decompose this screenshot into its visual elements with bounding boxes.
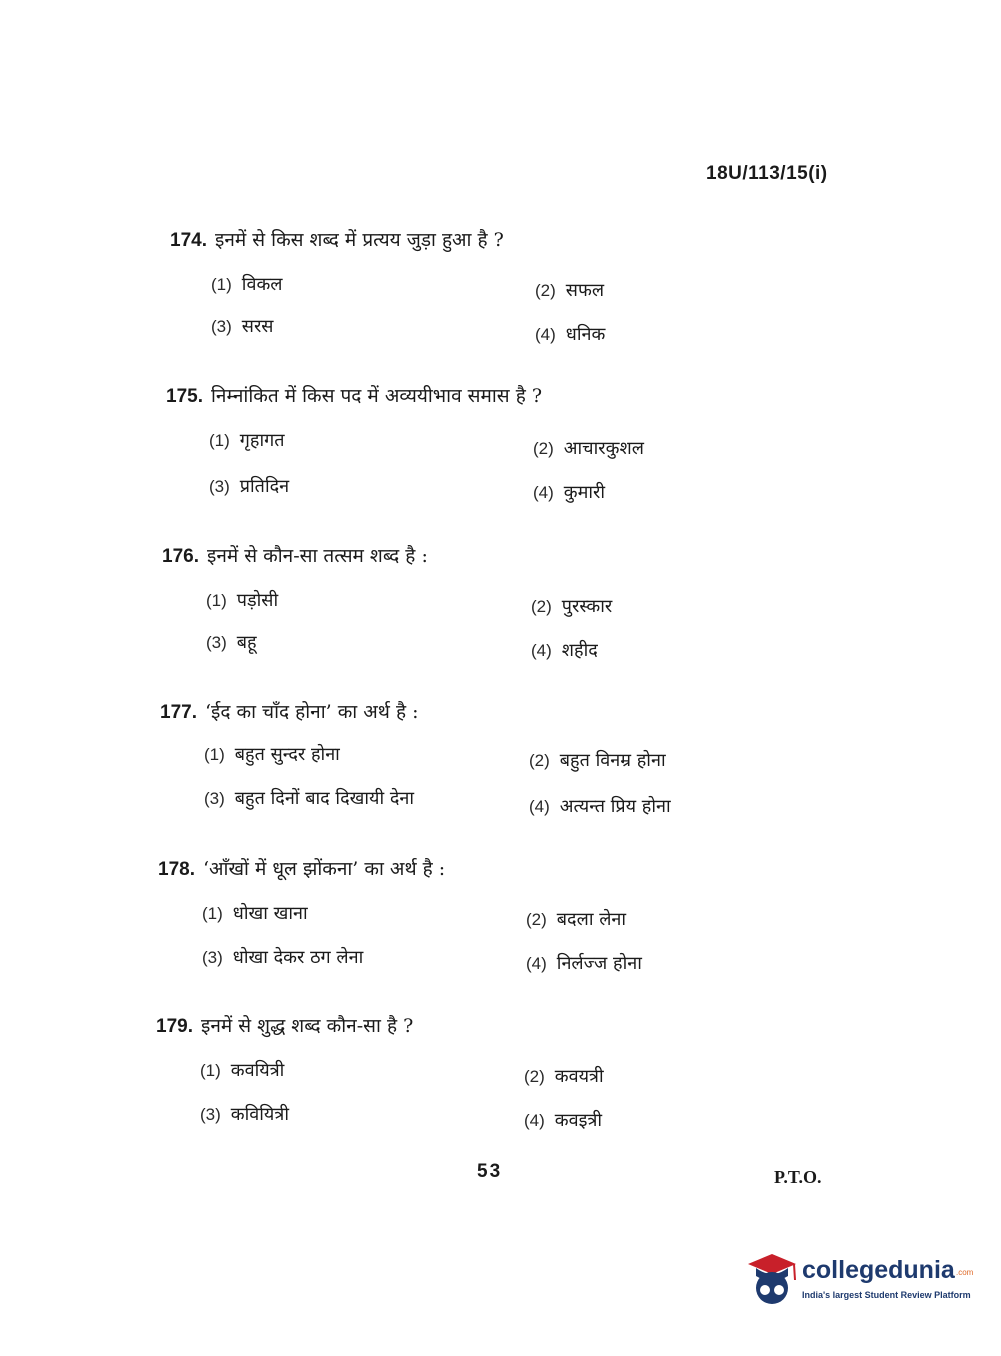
brand-domain: .com [956,1268,974,1277]
option [211,272,282,296]
option-text: बहुत विनम्र होना [559,750,666,771]
option-number: (4) [526,954,547,973]
option [211,314,273,338]
paper-code: 18U/113/15(i) [706,163,828,184]
option-number: (2) [529,751,550,770]
option [204,742,340,766]
option-number: (2) [531,597,552,616]
option-text: पुरस्कार [561,596,613,617]
option-text: कुमारी [563,482,606,503]
question-number: 177. [160,702,197,723]
student-mascot-icon [742,1250,798,1312]
question-178 [0,853,1001,993]
option [524,1064,604,1088]
option [533,436,644,460]
option-text: गृहागत [239,430,285,451]
option [535,278,604,302]
question-text: निम्नांकित में किस पद में अव्ययीभाव समास है ? [210,385,543,407]
option-text: बहुत दिनों बाद दिखायी देना [234,788,415,809]
question-179 [0,1010,1001,1150]
question-text: इनमें से किस शब्द में प्रत्यय जुड़ा हुआ है ? [214,229,504,251]
option-number: (3) [206,633,227,652]
brand-name: collegedunia [802,1256,955,1284]
option-text: कवइत्री [554,1110,603,1131]
option-number: (2) [526,910,547,929]
option [531,594,612,618]
option-number: (4) [535,325,556,344]
question-text: इनमें से कौन-सा तत्सम शब्द है : [206,545,428,567]
option [529,748,666,772]
option-text: शहीद [561,640,598,661]
page-number: 53 [477,1161,503,1182]
brand-tagline: India's largest Student Review Platform [802,1290,971,1300]
collegedunia-watermark [742,1248,972,1318]
option-number: (1) [204,745,225,764]
option-number: (3) [204,789,225,808]
option-text: निर्लज्ज होना [556,953,642,974]
option [531,638,598,662]
option [204,786,414,810]
option-text: बदला लेना [556,909,627,930]
question-text: ‘आँखों में धूल झोंकना’ का अर्थ है : [202,858,446,880]
option-text: आचारकुशल [563,438,644,459]
option [535,322,605,346]
option-number: (3) [202,948,223,967]
option-number: (2) [533,439,554,458]
question-175 [0,380,1001,520]
question-stem [162,542,428,568]
option [206,630,257,654]
option [209,428,285,452]
option [200,1058,284,1082]
option [202,901,308,925]
option [524,1108,602,1132]
option-number: (3) [209,477,230,496]
option [526,951,642,975]
option-number: (1) [211,275,232,294]
option [209,474,289,498]
option-text: कवियित्री [230,1104,289,1125]
option-text: विकल [241,274,283,295]
option-number: (4) [529,797,550,816]
question-number: 175. [166,386,203,407]
question-text: इनमें से शुद्ध शब्द कौन-सा है ? [200,1015,414,1037]
option-text: कवयित्री [230,1060,285,1081]
option-text: बहुत सुन्दर होना [234,744,340,765]
pto-label: P.T.O. [774,1167,822,1187]
question-stem [160,698,418,724]
option [533,480,605,504]
question-176 [0,540,1001,680]
option-text: धोखा देकर ठग लेना [232,947,364,968]
option-number: (1) [206,591,227,610]
question-number: 179. [156,1016,193,1037]
option [202,945,363,969]
question-stem [156,1012,413,1038]
option-number: (1) [200,1061,221,1080]
option-number: (4) [524,1111,545,1130]
option [206,588,278,612]
option-number: (3) [211,317,232,336]
question-number: 176. [162,546,199,567]
option [529,794,671,818]
option-text: अत्यन्त प्रिय होना [559,796,671,817]
option [200,1102,289,1126]
question-number: 178. [158,859,195,880]
question-stem [158,855,445,881]
option-number: (1) [209,431,230,450]
option-number: (1) [202,904,223,923]
option [526,907,626,931]
option-number: (2) [524,1067,545,1086]
option-text: कवयत्री [554,1066,604,1087]
option-number: (4) [533,483,554,502]
option-number: (3) [200,1105,221,1124]
option-text: बहू [236,632,257,653]
option-number: (2) [535,281,556,300]
option-number: (4) [531,641,552,660]
option-text: सफल [565,280,605,301]
question-text: ‘ईद का चाँद होना’ का अर्थ है : [204,701,419,723]
option-text: धनिक [565,324,606,345]
question-174 [0,222,1001,362]
option-text: प्रतिदिन [239,476,290,497]
question-stem [170,226,504,252]
option-text: पड़ोसी [236,590,279,611]
option-text: धोखा खाना [232,903,308,924]
question-stem [166,382,542,408]
question-177 [0,696,1001,836]
question-number: 174. [170,230,207,251]
option-text: सरस [241,316,274,337]
